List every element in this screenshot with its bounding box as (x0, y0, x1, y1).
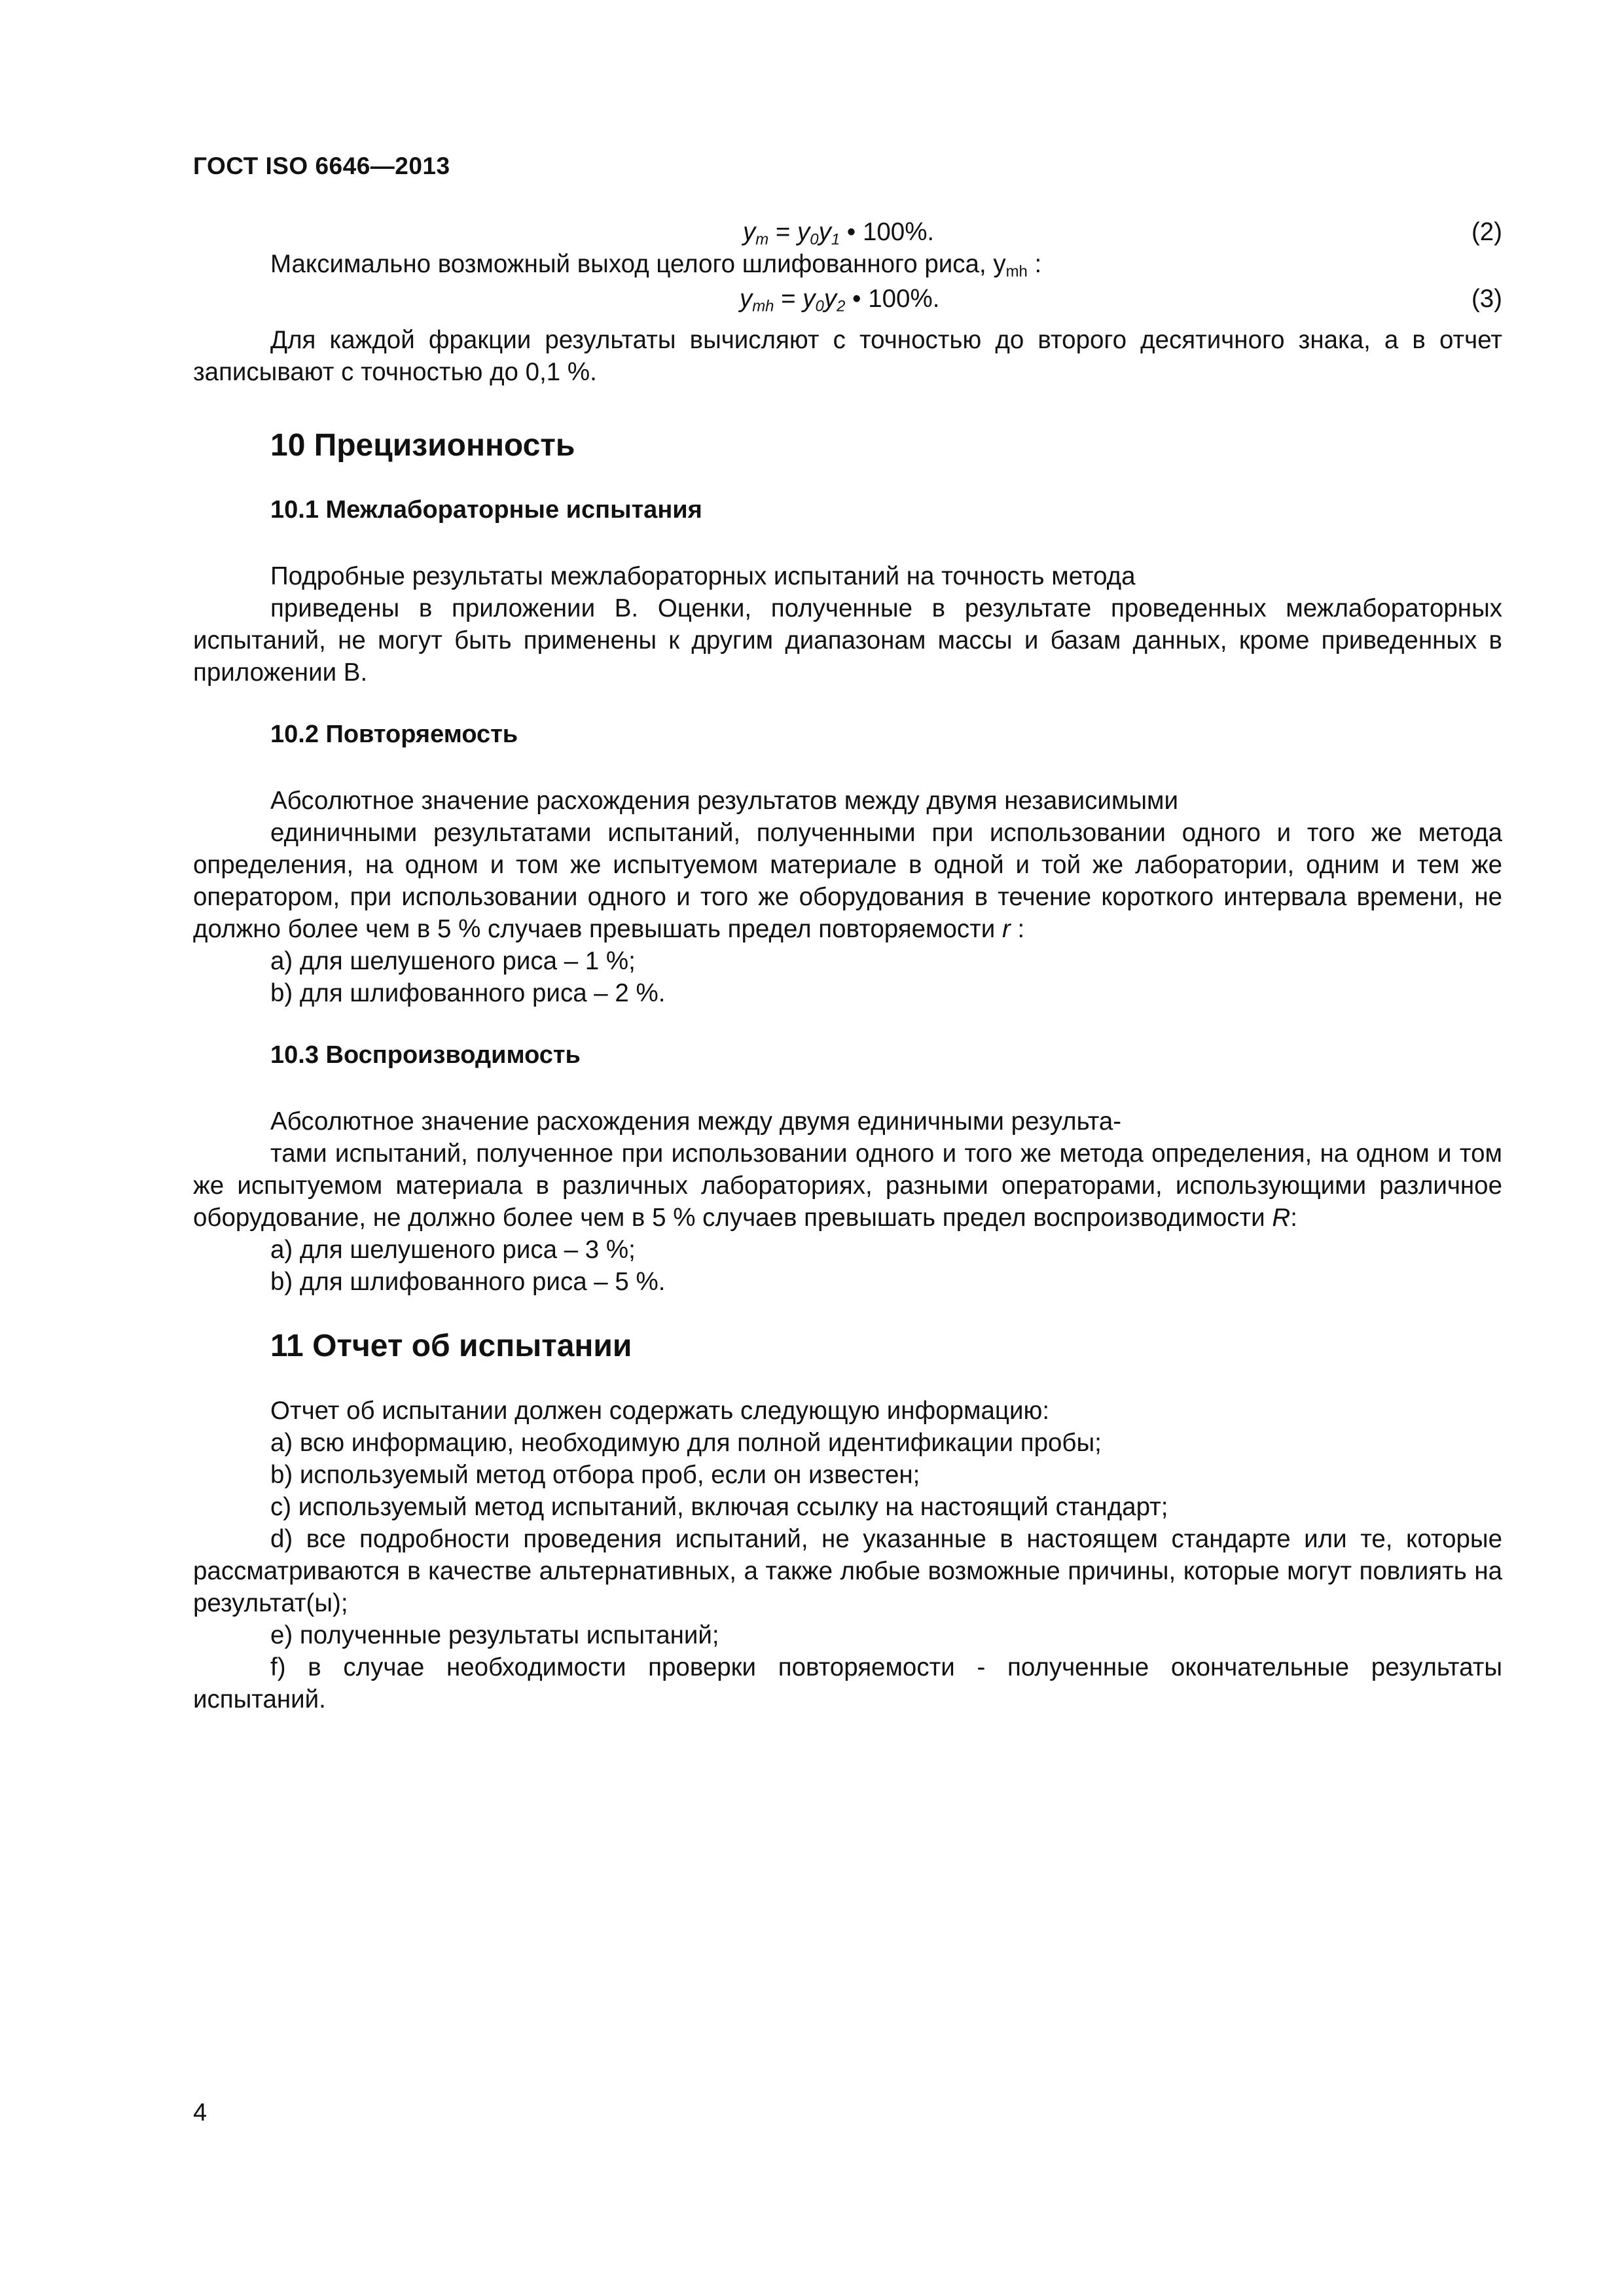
section-10-2-line1: Абсолютное значение расхождения результатов между двумя независимыми (270, 787, 1178, 815)
section-11-item-a: a) всю информацию, необходимую для полной идентификации пробы; (270, 1429, 1102, 1457)
section-10-2-title: 10.2 Повторяемость (270, 721, 518, 748)
section-10-3-item-a: a) для шелушеного риса – 3 %; (270, 1236, 636, 1264)
section-11-item-b: b) используемый метод отбора проб, если он известен; (270, 1461, 920, 1489)
section-11-item-c: c) используемый метод испытаний, включая ссылку на настоящий стандарт; (270, 1493, 1168, 1521)
section-10-3-item-b: b) для шлифованного риса – 5 %. (270, 1268, 666, 1296)
section-10-2-item-b: b) для шлифованного риса – 2 %. (270, 979, 666, 1007)
formula-3-number: (3) (1471, 285, 1502, 313)
section-10-title: 10 Прецизионность (270, 428, 575, 463)
section-11-intro: Отчет об испытании должен содержать следующую информацию: (270, 1397, 1050, 1425)
page-content (193, 216, 1502, 1715)
section-11-item-f: f) в случае необходимости проверки повторяемости - полученные окончательные результаты испытаний. (193, 1653, 1502, 1713)
section-10-3-body: тами испытаний, полученное при использовании одного и того же метода определения, на одном и том же испытуемом материала в различных лабораториях, разными операторами, использующими различное оборудование, не должно более чем в 5 % случаев превышать предел воспроизводимости R: (193, 1139, 1502, 1232)
section-11-item-e: e) полученные результаты испытаний; (270, 1621, 719, 1649)
formula-2-number: (2) (1471, 218, 1502, 246)
section-10-2-item-a: a) для шелушеного риса – 1 %; (270, 947, 636, 975)
paragraph-rounding: Для каждой фракции результаты вычисляют с точностью до второго десятичного знака, а в отчет записывают с точностью до 0,1 %. (193, 326, 1502, 386)
section-10-2-body: единичными результатами испытаний, полученными при использовании одного и того же метода определения, на одном и том же испытуемом материале в одной и той же лаборатории, одним и тем же оператором, при использовании одного и того же оборудования в течение короткого интервала времени, не должно более чем в 5 % случаев превышать предел повторяемости r : (193, 819, 1502, 943)
formula-2 (193, 216, 1502, 248)
formula-3-intro: Максимально возможный выход целого шлифованного риса, $y_{mh}$ : (270, 250, 1042, 281)
section-11-title: 11 Отчет об испытании (270, 1329, 632, 1363)
section-10-1-title: 10.1 Межлабораторные испытания (270, 496, 702, 524)
formula-2-expression: $y_m = y_0y_1$ • 100%. (743, 218, 935, 249)
section-10-3-line1: Абсолютное значение расхождения между двумя единичными результа- (270, 1107, 1122, 1136)
page-number: 4 (193, 2099, 208, 2126)
document-header: ГОСТ ISO 6646—2013 (193, 152, 450, 179)
section-10-3-title: 10.3 Воспроизводимость (270, 1041, 581, 1069)
section-10-1-body: приведены в приложении В. Оценки, полученные в результате проведенных межлабораторных испытаний, не могут быть применены к другим диапазонам массы и базам данных, кроме приведенных в приложении В. (193, 594, 1502, 687)
formula-3-expression: $y_{mh} = y_0y_2$ • 100%. (740, 285, 940, 315)
section-10-1-line1: Подробные результаты межлабораторных испытаний на точность метода (270, 562, 1136, 590)
section-11-item-d: d) все подробности проведения испытаний, не указанные в настоящем стандарте или те, которые рассматриваются в качестве альтернативных, а также любые возможные причины, которые могут повлиять на результат(ы); (193, 1525, 1502, 1617)
formula-3 (193, 283, 1502, 315)
